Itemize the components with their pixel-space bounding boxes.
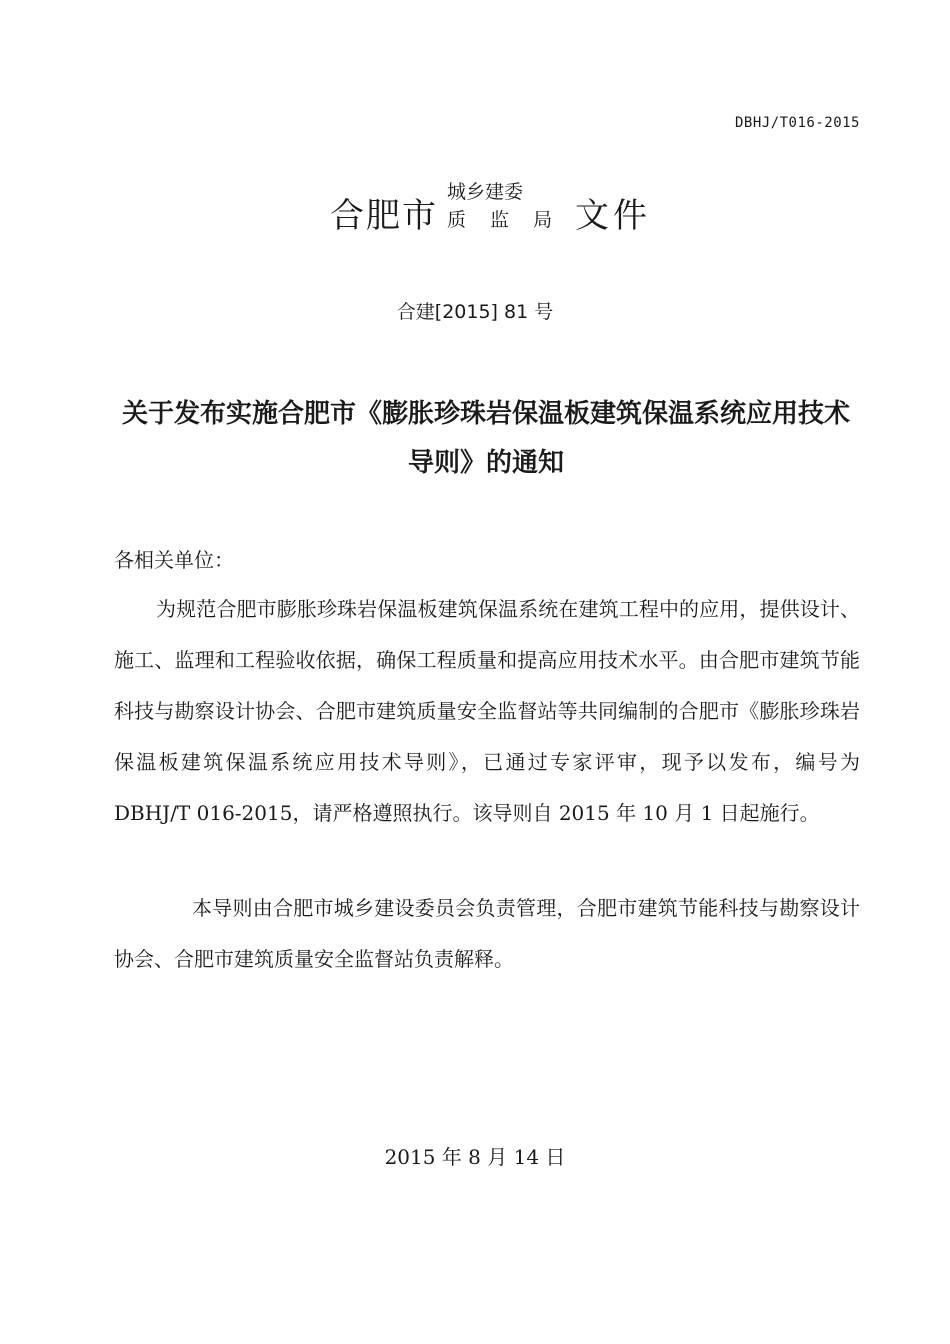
document-code: DBHJ/T016-2015 — [734, 115, 860, 131]
issuer-header — [0, 178, 950, 238]
issuer-agencies — [447, 178, 561, 234]
issuer-agency-2: 质 监 局 — [447, 209, 562, 231]
issuer-suffix: 文件 — [575, 196, 651, 236]
document-number: 合建[2015] 81 号 — [396, 301, 554, 323]
body-paragraph-1: 为规范合肥市膨胀珍珠岩保温板建筑保温系统在建筑工程中的应用，提供设计、施工、监理和工程验收依据，确保工程质量和提高应用技术水平。由合肥市建筑节能科技与勘察设计协会、合肥市建筑质量安全监督站等共同编制的合肥市《膨胀珍珠岩保温板建筑保温系统应用技术导则》，已通过专家评审，现予以发布，编号为 DBHJ/T 016-2015，请严格遵照执行。该导则自 2015 年 10 月 1 日起施行。 — [114, 597, 860, 825]
salutation: 各相关单位： — [114, 548, 234, 572]
document-title: 关于发布实施合肥市《膨胀珍珠岩保温板建筑保温系统应用技术导则》的通知 — [121, 399, 850, 478]
issuer-city: 合肥市 — [330, 196, 438, 236]
body-paragraph-2: 本导则由合肥市城乡建设委员会负责管理，合肥市建筑节能科技与勘察设计协会、合肥市建筑质量安全监督站负责解释。 — [114, 896, 860, 971]
issue-date: 2015 年 8 月 14 日 — [384, 1145, 566, 1169]
issuer-agency-1: 城乡建委 — [447, 181, 524, 203]
